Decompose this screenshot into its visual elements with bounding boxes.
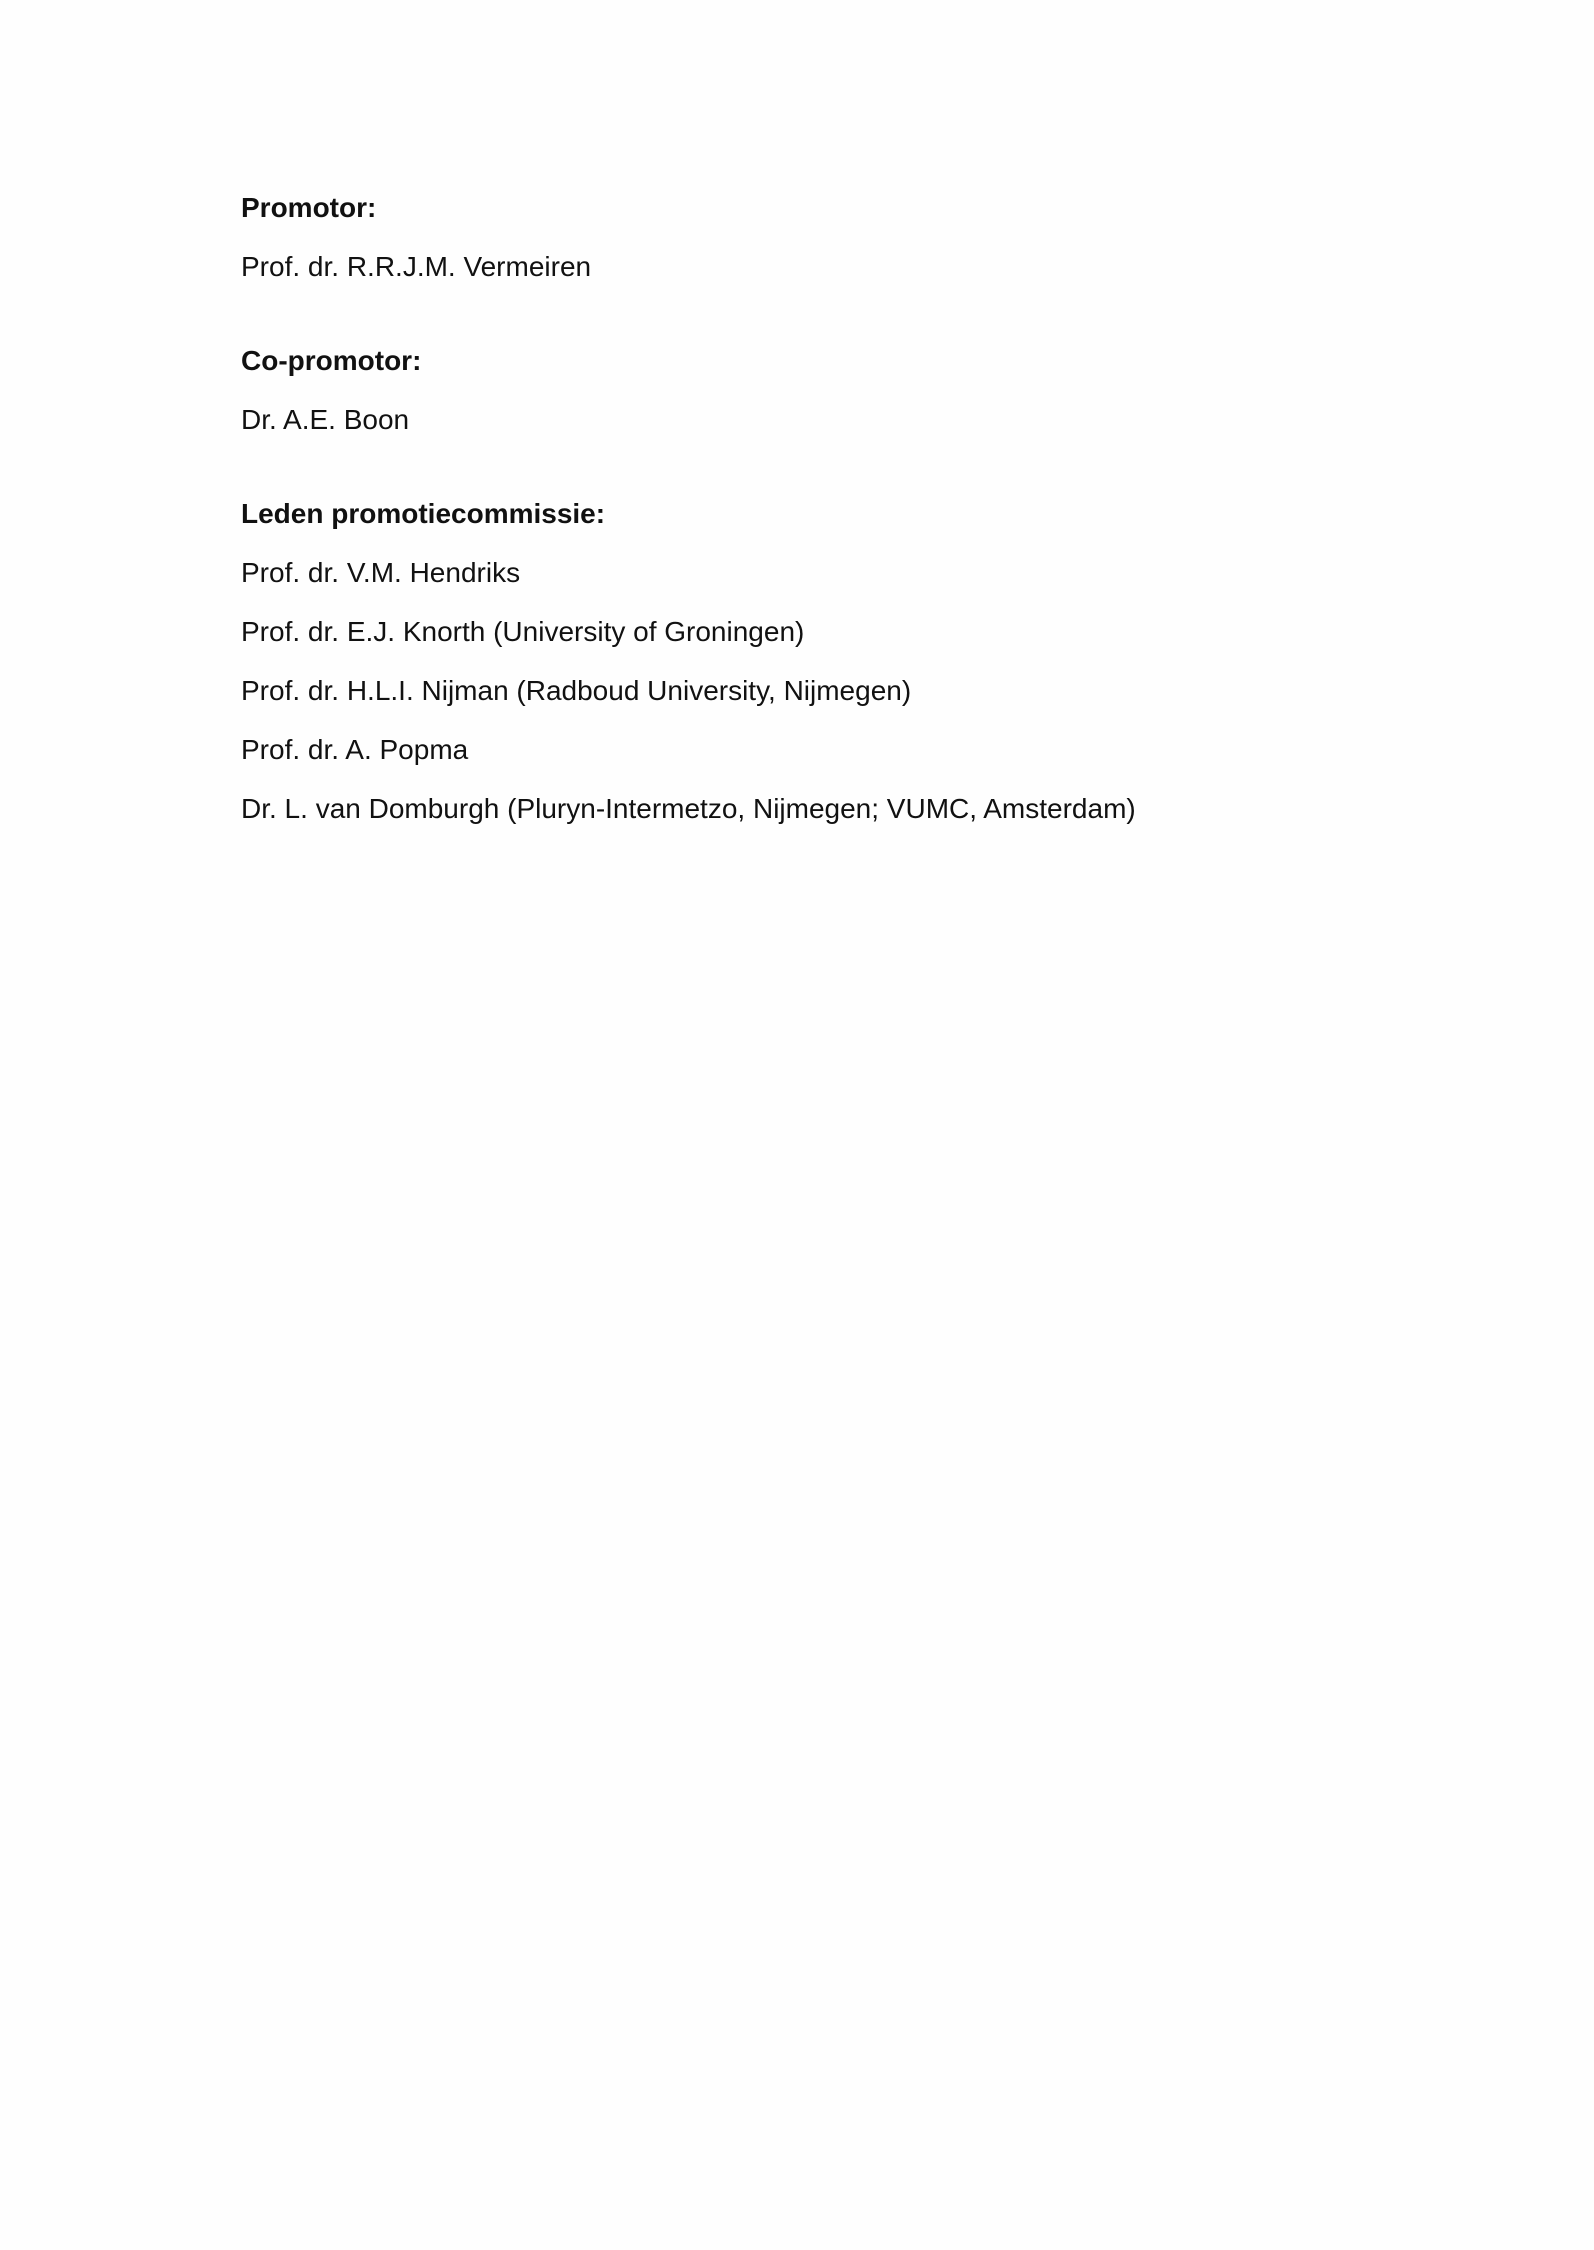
committee-member: Prof. dr. H.L.I. Nijman (Radboud University, Nijmegen) (241, 675, 912, 706)
committee-member: Dr. L. van Domburgh (Pluryn-Intermetzo, Nijmegen; VUMC, Amsterdam) (241, 793, 1136, 824)
committee-member: Prof. dr. V.M. Hendriks (241, 557, 521, 588)
committee-heading: Leden promotiecommissie: (241, 498, 606, 529)
committee-section (241, 496, 1391, 827)
co-promotor-heading: Co-promotor: (241, 345, 422, 376)
promotor-heading: Promotor: (241, 192, 377, 223)
promotor-section (241, 190, 1391, 285)
co-promotor-name: Dr. A.E. Boon (241, 404, 410, 435)
promotor-name: Prof. dr. R.R.J.M. Vermeiren (241, 251, 592, 282)
committee-member: Prof. dr. E.J. Knorth (University of Groningen) (241, 616, 805, 647)
committee-list (241, 190, 1391, 827)
co-promotor-section (241, 343, 1391, 438)
committee-member: Prof. dr. A. Popma (241, 734, 469, 765)
